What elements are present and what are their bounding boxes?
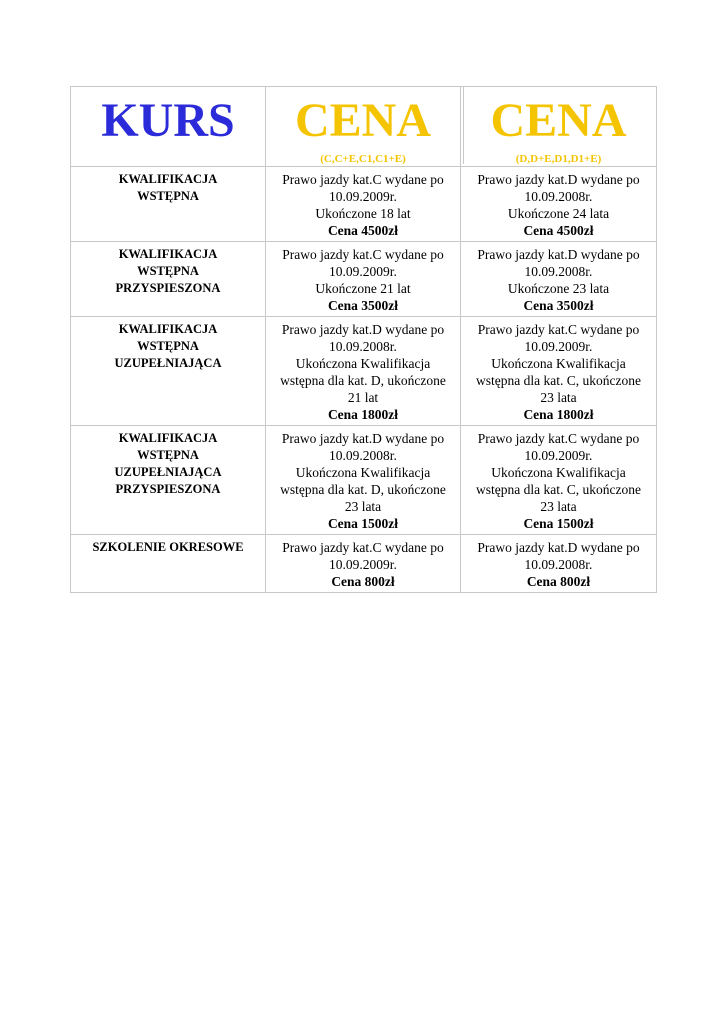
course-name-line: KWALIFIKACJA	[118, 431, 218, 445]
requirements-d-description	[461, 317, 656, 425]
requirement-line: 23 lata	[344, 499, 382, 514]
table-row	[71, 535, 657, 593]
requirement-line: Prawo jazdy kat.D wydane po	[281, 322, 445, 337]
course-cell	[71, 167, 266, 242]
requirement-line: Prawo jazdy kat.D wydane po	[477, 172, 640, 187]
header-cena-2-cell	[461, 87, 657, 167]
header-kurs-cell	[71, 87, 266, 167]
course-name	[71, 317, 265, 372]
requirements-d-cell	[461, 426, 657, 535]
header-cena-1-cell	[266, 87, 461, 167]
requirements-d-cell	[461, 242, 657, 317]
requirement-line: 21 lat	[347, 390, 379, 405]
header-divider	[463, 87, 464, 164]
course-name-line: KWALIFIKACJA	[118, 247, 218, 261]
table-row	[71, 242, 657, 317]
requirement-line: 10.09.2009r.	[329, 189, 397, 204]
price-table-body	[71, 87, 657, 593]
requirements-d-cell	[461, 167, 657, 242]
requirements-d-description	[461, 426, 656, 534]
price-label: Cena 800zł	[331, 574, 395, 589]
price-label: Cena 4500zł	[523, 223, 594, 238]
requirement-line: Ukończona Kwalifikacja	[295, 356, 431, 371]
course-cell	[71, 535, 266, 593]
price-label: Cena 1500zł	[523, 516, 594, 531]
course-name-line: WSTĘPNA	[137, 264, 199, 278]
requirement-line: 10.09.2008r.	[524, 189, 593, 204]
table-row	[71, 426, 657, 535]
price-label: Cena 3500zł	[523, 298, 594, 313]
course-name	[71, 167, 265, 205]
requirement-line: 10.09.2008r.	[524, 264, 593, 279]
price-label: Cena 3500zł	[327, 298, 399, 313]
requirement-line: Prawo jazdy kat.C wydane po	[477, 431, 640, 446]
requirement-line: Ukończona Kwalifikacja	[491, 356, 626, 371]
course-cell	[71, 426, 266, 535]
requirements-c-description	[266, 167, 460, 241]
requirement-line: wstępna dla kat. D, ukończone	[280, 482, 446, 497]
course-name	[71, 426, 265, 498]
course-name-line: KWALIFIKACJA	[118, 322, 218, 336]
requirement-line: Prawo jazdy kat.C wydane po	[282, 247, 444, 262]
requirement-line: 23 lata	[540, 390, 577, 405]
price-label: Cena 1800zł	[523, 407, 594, 422]
requirements-d-cell	[461, 535, 657, 593]
requirement-line: 10.09.2008r.	[524, 557, 593, 572]
requirement-line: Ukończone 21 lat	[315, 281, 411, 296]
course-name-line: PRZYSPIESZONA	[115, 281, 221, 295]
requirement-line: wstępna dla kat. C, ukończone	[476, 373, 641, 388]
requirement-line: Ukończona Kwalifikacja	[295, 465, 431, 480]
course-name	[71, 535, 265, 556]
requirements-c-description	[266, 426, 460, 534]
course-name	[71, 242, 265, 297]
requirement-line: 10.09.2009r.	[524, 339, 593, 354]
header-cena-2-categories: (D,D+E,D1,D1+E)	[515, 153, 602, 165]
requirement-line: wstępna dla kat. D, ukończone	[280, 373, 446, 388]
price-table	[70, 86, 657, 593]
requirement-line: Ukończone 18 lat	[315, 206, 411, 221]
course-name-line: SZKOLENIE OKRESOWE	[92, 540, 244, 554]
requirements-c-description	[266, 317, 460, 425]
requirement-line: Ukończone 24 lata	[507, 206, 610, 221]
requirement-line: 10.09.2008r.	[329, 448, 397, 463]
requirement-line: 23 lata	[540, 499, 577, 514]
course-cell	[71, 317, 266, 426]
course-name-line: KWALIFIKACJA	[118, 172, 218, 186]
requirement-line: wstępna dla kat. C, ukończone	[476, 482, 641, 497]
requirements-c-cell	[266, 426, 461, 535]
header-cena-1: CENA	[294, 94, 431, 147]
header-cena-2: CENA	[490, 94, 627, 147]
requirements-c-cell	[266, 535, 461, 593]
requirements-c-cell	[266, 167, 461, 242]
course-name-line: UZUPEŁNIAJĄCA	[114, 356, 222, 370]
requirements-d-description	[461, 535, 656, 592]
table-row	[71, 317, 657, 426]
requirement-line: 10.09.2009r.	[524, 448, 593, 463]
requirement-line: Prawo jazdy kat.C wydane po	[477, 322, 640, 337]
requirements-c-cell	[266, 242, 461, 317]
requirement-line: Prawo jazdy kat.C wydane po	[282, 540, 444, 555]
requirements-d-description	[461, 167, 656, 241]
course-cell	[71, 242, 266, 317]
requirements-d-cell	[461, 317, 657, 426]
requirement-line: 10.09.2009r.	[329, 264, 397, 279]
price-label: Cena 4500zł	[327, 223, 399, 238]
course-name-line: WSTĘPNA	[137, 189, 199, 203]
requirement-line: Prawo jazdy kat.D wydane po	[477, 540, 640, 555]
requirement-line: Prawo jazdy kat.D wydane po	[281, 431, 445, 446]
requirements-c-description	[266, 242, 460, 316]
requirements-c-cell	[266, 317, 461, 426]
header-cena-1-categories: (C,C+E,C1,C1+E)	[320, 153, 406, 165]
header-kurs: KURS	[101, 94, 235, 147]
requirement-line: Prawo jazdy kat.C wydane po	[282, 172, 444, 187]
requirement-line: Ukończone 23 lata	[507, 281, 610, 296]
table-row	[71, 167, 657, 242]
price-label: Cena 1800zł	[327, 407, 399, 422]
header-row	[71, 87, 657, 167]
requirement-line: 10.09.2008r.	[329, 339, 397, 354]
requirements-c-description	[266, 535, 460, 592]
course-name-line: WSTĘPNA	[137, 448, 199, 462]
requirements-d-description	[461, 242, 656, 316]
requirement-line: Prawo jazdy kat.D wydane po	[477, 247, 640, 262]
price-label: Cena 1500zł	[327, 516, 399, 531]
requirement-line: 10.09.2009r.	[329, 557, 397, 572]
requirement-line: Ukończona Kwalifikacja	[491, 465, 626, 480]
course-name-line: UZUPEŁNIAJĄCA	[114, 465, 222, 479]
price-label: Cena 800zł	[526, 574, 591, 589]
course-name-line: WSTĘPNA	[137, 339, 199, 353]
course-name-line: PRZYSPIESZONA	[115, 482, 221, 496]
